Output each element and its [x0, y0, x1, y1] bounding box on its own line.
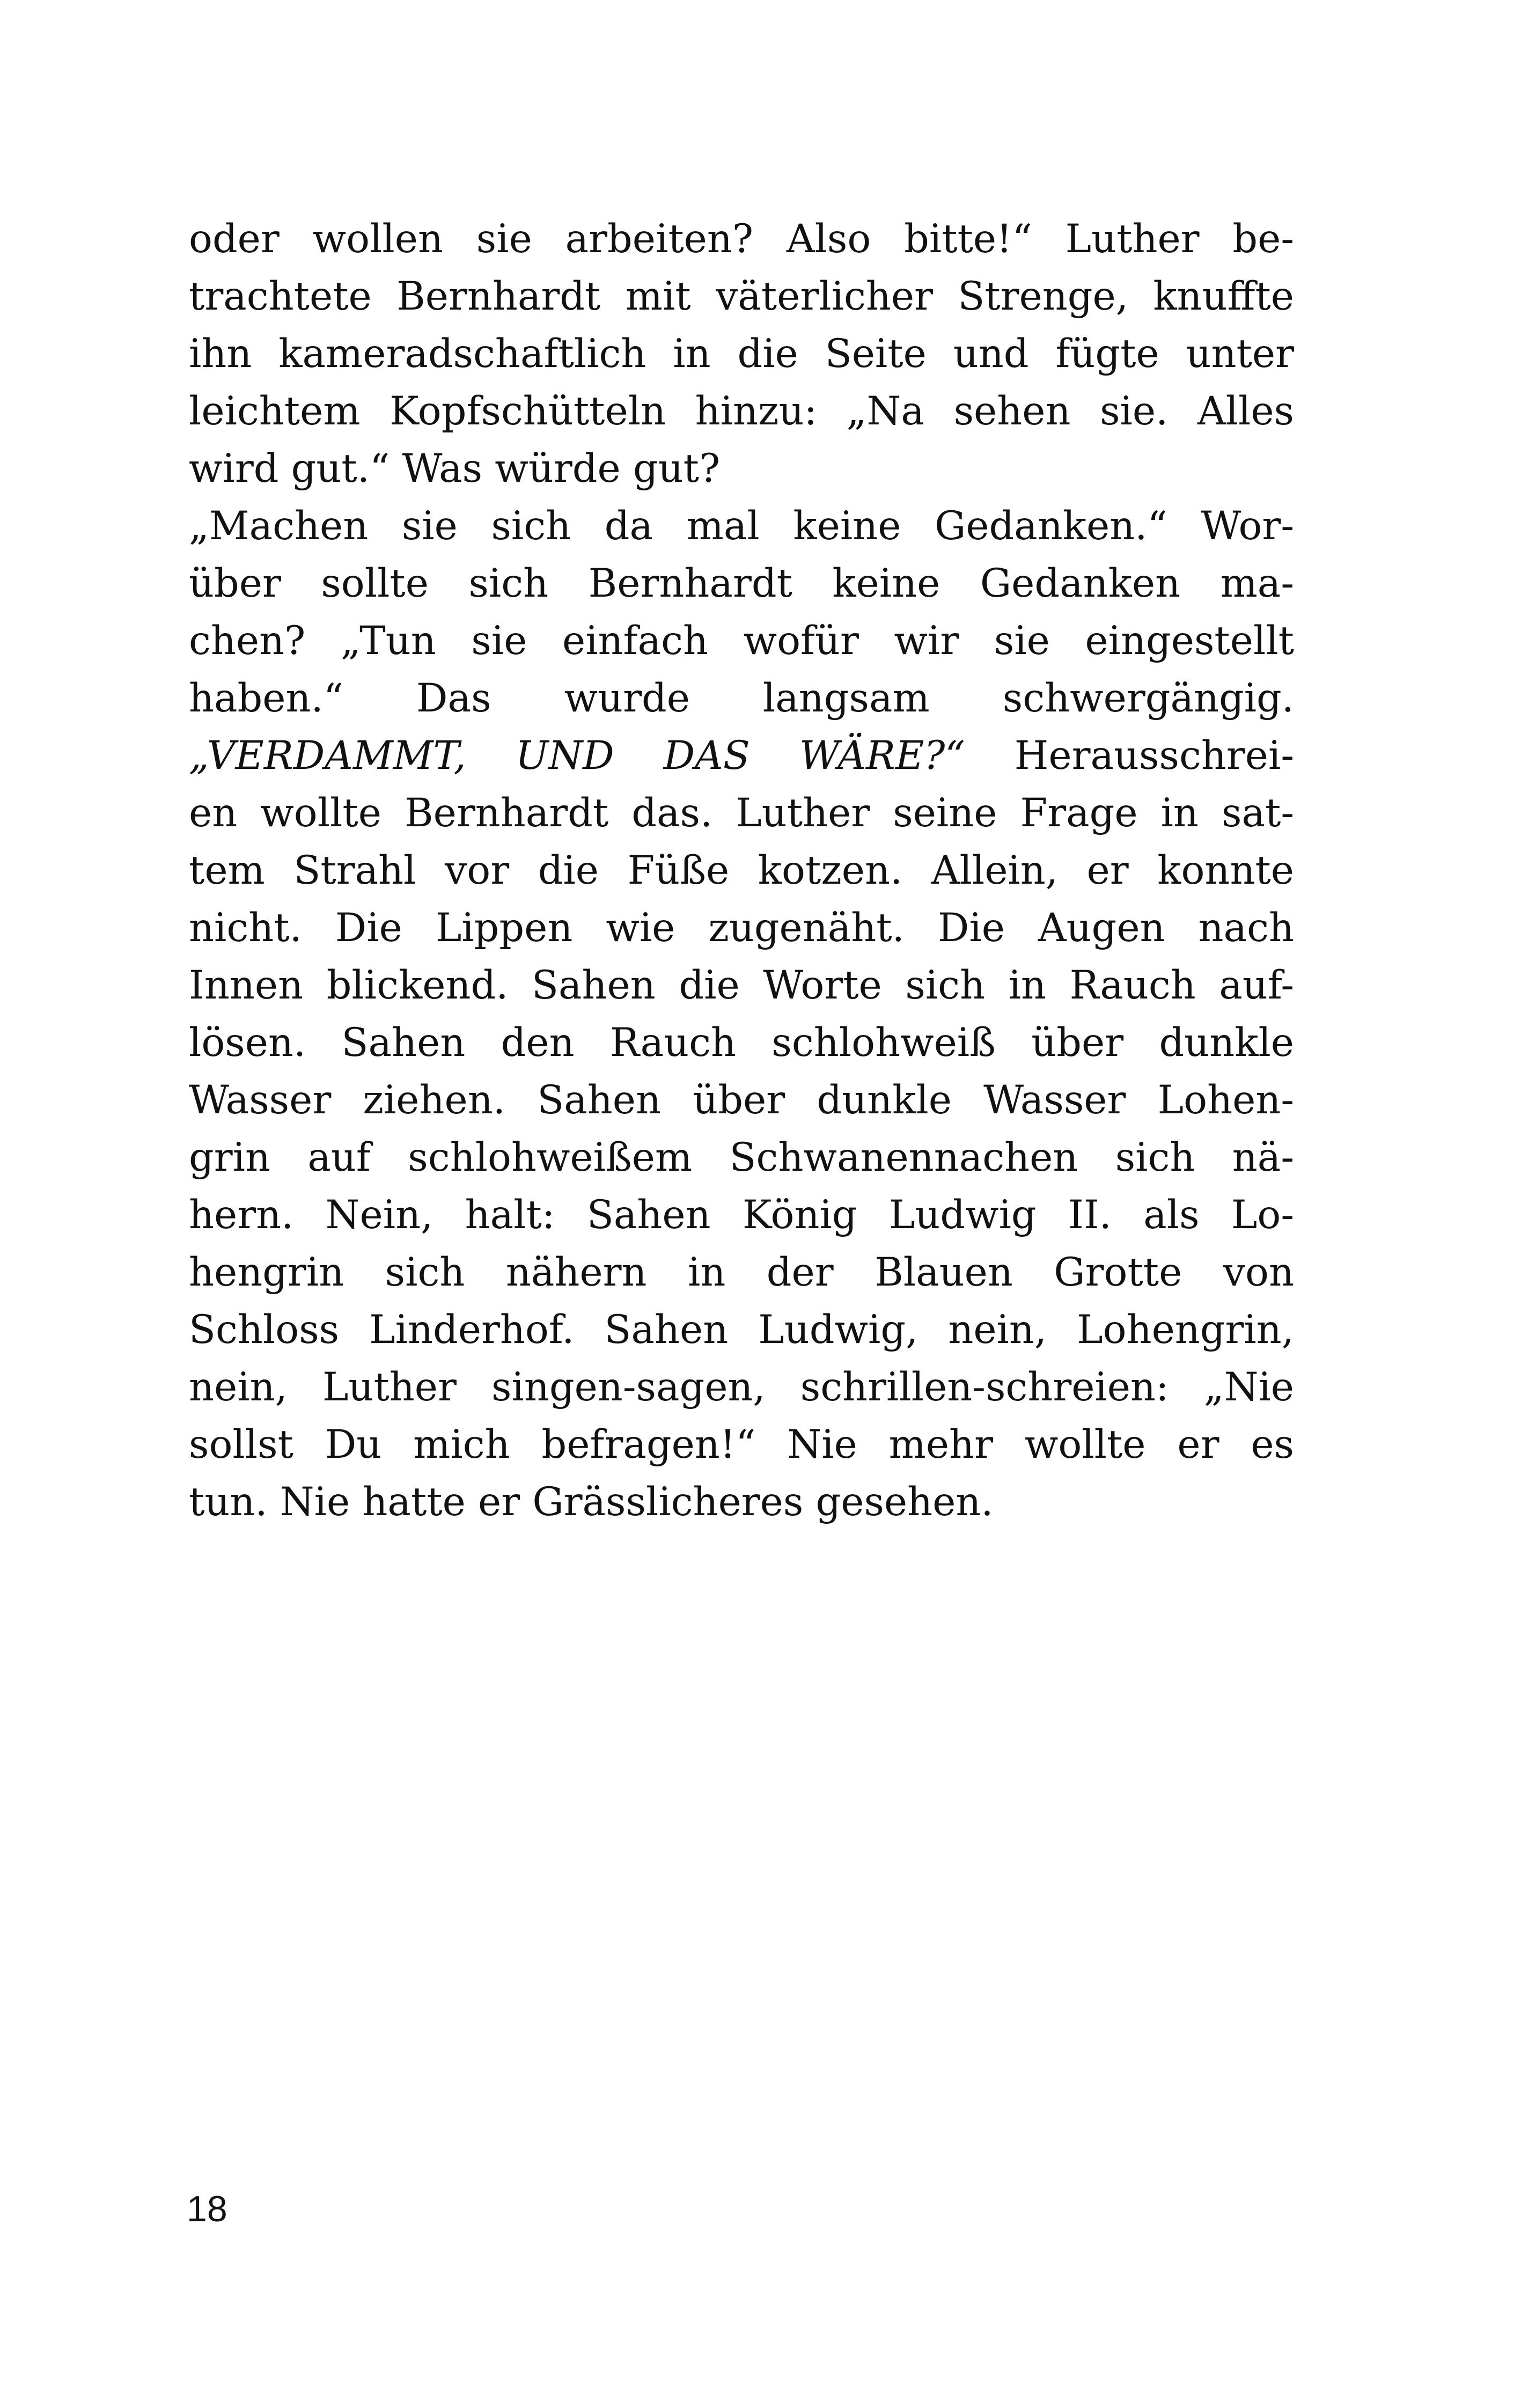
- text-line: „Machen sie sich da mal keine Gedanken.“ Wor-: [189, 503, 1294, 549]
- text-line: sollst Du mich befragen!“ Nie mehr wollte er es: [189, 1422, 1294, 1467]
- text-line: hern. Nein, halt: Sahen König Ludwig II. als Lo-: [189, 1192, 1294, 1238]
- text-line: leichtem Kopfschütteln hinzu: „Na sehen sie. Alles: [189, 388, 1294, 434]
- text-line: oder wollen sie arbeiten? Also bitte!“ Luther be-: [189, 216, 1294, 262]
- text-line: en wollte Bernhardt das. Luther seine Frage in sat-: [189, 790, 1294, 836]
- text-line: grin auf schlohweißem Schwanennachen sich nä-: [189, 1135, 1294, 1180]
- text-line-rest: Herausschrei-: [965, 733, 1294, 779]
- body-text: [189, 210, 1294, 1531]
- text-line: haben.“ Das wurde langsam schwergängig.: [189, 676, 1294, 721]
- text-line: über sollte sich Bernhardt keine Gedanken ma-: [189, 561, 1294, 606]
- text-line: Schloss Linderhof. Sahen Ludwig, nein, Lohengrin,: [189, 1307, 1294, 1353]
- text-line: hengrin sich nähern in der Blauen Grotte von: [189, 1250, 1294, 1295]
- page-number: 18: [187, 2189, 227, 2229]
- text-line: nicht. Die Lippen wie zugenäht. Die Augen nach: [189, 905, 1294, 951]
- text-line: Innen blickend. Sahen die Worte sich in Rauch auf-: [189, 963, 1294, 1008]
- text-line: Wasser ziehen. Sahen über dunkle Wasser Lohen-: [189, 1077, 1294, 1123]
- text-line: lösen. Sahen den Rauch schlohweiß über dunkle: [189, 1020, 1294, 1066]
- text-line: wird gut.“ Was würde gut?: [189, 446, 721, 491]
- text-line: nein, Luther singen-sagen, schrillen-schreien: „Nie: [189, 1364, 1294, 1410]
- text-line: [189, 727, 1294, 784]
- text-line: ihn kameradschaftlich in die Seite und fügte unter: [189, 331, 1294, 377]
- text-line: chen? „Tun sie einfach wofür wir sie eingestellt: [189, 618, 1294, 664]
- text-line: trachtete Bernhardt mit väterlicher Strenge, knuffte: [189, 274, 1294, 319]
- text-line: tem Strahl vor die Füße kotzen. Allein, er konnte: [189, 848, 1294, 893]
- italic-exclamation: „VERDAMMT, UND DAS WÄRE?“: [189, 733, 965, 779]
- text-line: tun. Nie hatte er Grässlicheres gesehen.: [189, 1479, 994, 1525]
